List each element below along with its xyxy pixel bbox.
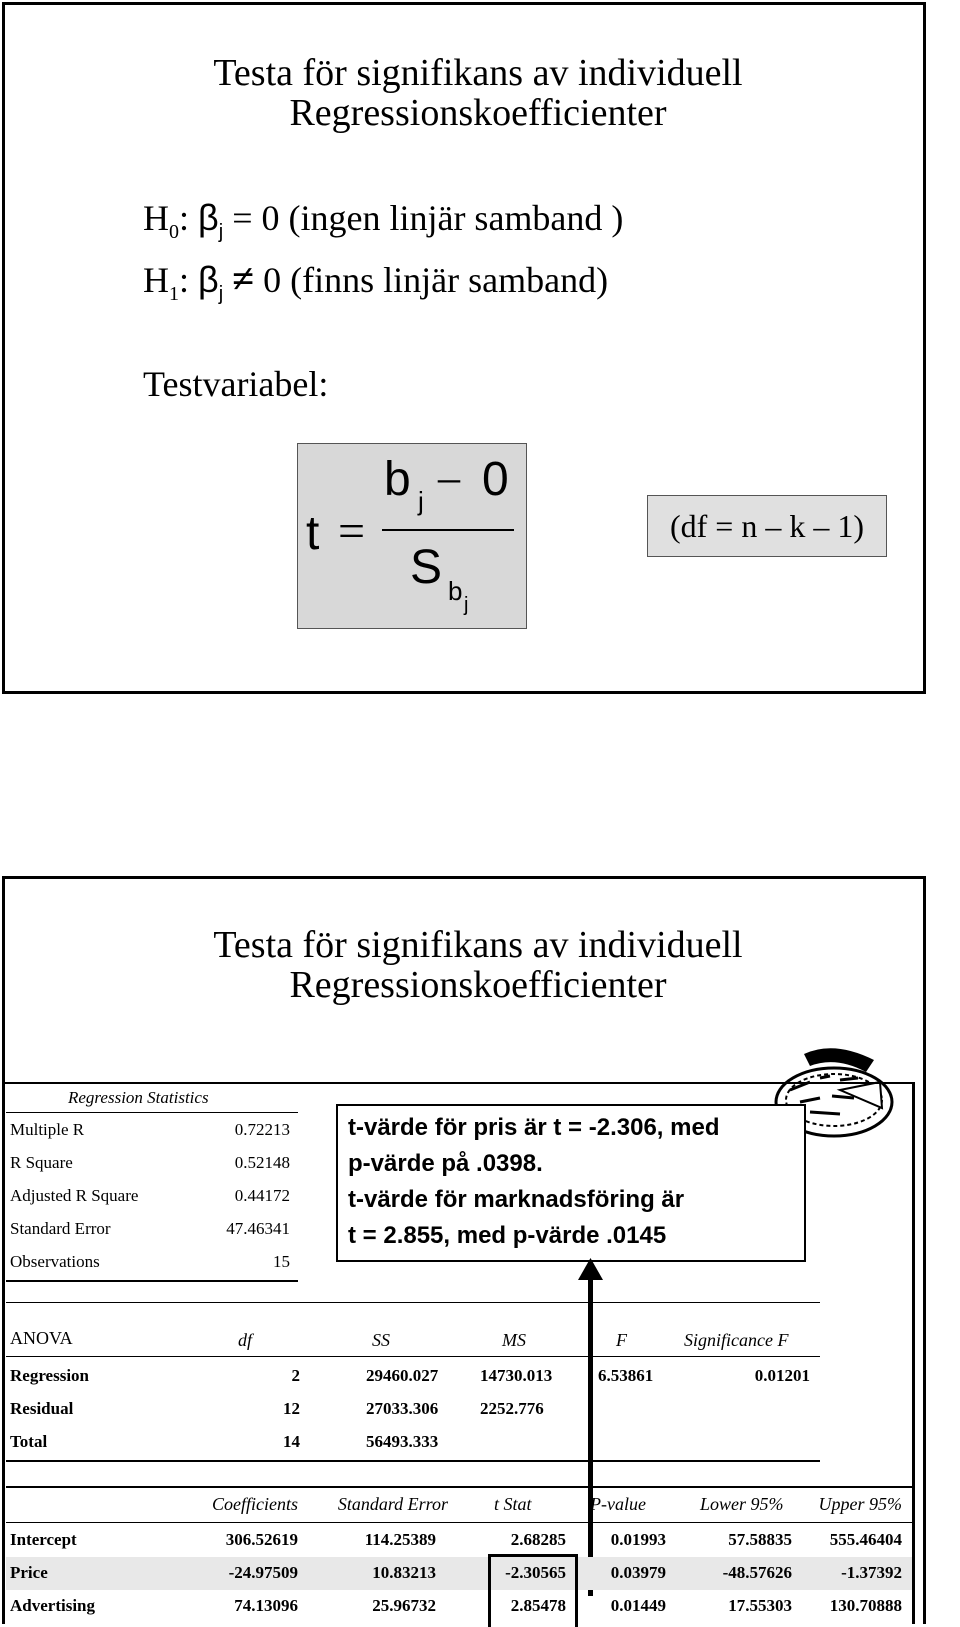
reg-stats-rule-top <box>6 1112 298 1113</box>
reg-stat-row: Adjusted R Square 0.44172 <box>10 1186 290 1205</box>
formula-zero: 0 <box>482 453 509 506</box>
coef-row: Intercept 306.52619 114.25389 2.68285 0.01993 57.58835 555.46404 <box>10 1530 902 1549</box>
callout-line-3: t-värde för marknadsföring är <box>348 1186 685 1213</box>
coef-header-row <box>0 1494 912 1522</box>
coef-header: t Stat <box>494 1494 532 1514</box>
coef-header: P-value <box>590 1494 646 1514</box>
coef-header: Upper 95% <box>818 1494 902 1514</box>
slide-1-title-line-1: Testa för signifikans av individuell <box>213 52 743 94</box>
anova-header: ANOVA <box>10 1328 73 1348</box>
anova-rule-bottom <box>6 1460 820 1462</box>
reg-stat-row: Standard Error 47.46341 <box>10 1219 290 1238</box>
reg-stat-row: R Square 0.52148 <box>10 1153 290 1172</box>
slide-2-title-line-1: Testa för signifikans av individuell <box>213 924 743 966</box>
null-hypothesis: $H_0$: $\beta_j = 0$ (ingen linjär samband ) <box>143 197 624 244</box>
reg-stat-row: Observations 15 <box>10 1252 290 1271</box>
coef-rule-top <box>6 1486 912 1488</box>
anova-header: Significance F <box>684 1330 789 1350</box>
formula-s-subsub: j <box>464 594 469 616</box>
anova-row: Regression 2 29460.027 14730.013 6.53861 0.01201 <box>10 1366 810 1385</box>
slide-2-title-line-2: Regressionskoefficienter <box>289 964 667 1006</box>
slide-1-title <box>5 53 951 133</box>
coef-row: Price -24.97509 10.83213 -2.30565 0.03979 -48.57626 -1.37392 <box>10 1563 902 1582</box>
t-formula-box <box>297 443 527 629</box>
formula-equals: = <box>338 505 366 558</box>
slide-2-right-frame <box>912 1082 915 1624</box>
testvariabel-label: Testvariabel: <box>143 364 329 404</box>
formula-s: S <box>410 541 443 594</box>
coef-header: Coefficients <box>212 1494 298 1514</box>
slide-1-title-line-2: Regressionskoefficienter <box>289 92 667 134</box>
regression-statistics-heading: Regression Statistics <box>68 1088 209 1107</box>
anova-rule-header <box>6 1356 820 1357</box>
formula-t: t <box>306 507 320 560</box>
slide-2-frame-top <box>2 1082 912 1084</box>
anova-row: Residual 12 27033.306 2252.776 <box>10 1399 544 1418</box>
alternative-hypothesis: $H_1$: $\beta_j \ne 0$ (finns linjär samband) <box>143 256 609 306</box>
reg-stats-rule-bottom <box>6 1280 298 1282</box>
formula-b-sub: j <box>418 486 424 516</box>
coef-row: Advertising 74.13096 25.96732 2.85478 0.01449 17.55303 130.70888 <box>10 1596 902 1615</box>
slide-1 <box>2 2 926 694</box>
coef-rule-header <box>6 1522 912 1523</box>
t-value-callout <box>336 1104 806 1262</box>
callout-line-1: t-värde för pris är t = -2.306, med <box>348 1114 720 1141</box>
anova-header-row <box>0 1328 820 1356</box>
formula-s-sub: b <box>448 576 463 606</box>
reg-stat-row: Multiple R 0.72213 <box>10 1120 290 1139</box>
regression-statistics-table <box>10 1114 298 1279</box>
t-stat-highlight-box <box>488 1554 578 1627</box>
degrees-of-freedom-box: (df = n – k – 1) <box>647 495 887 557</box>
anova-header: SS <box>372 1330 390 1350</box>
anova-header: df <box>238 1330 253 1350</box>
slide-2-title <box>5 925 951 1005</box>
formula-b: b <box>384 453 411 506</box>
anova-header: F <box>616 1330 627 1350</box>
coef-header: Lower 95% <box>700 1494 784 1514</box>
callout-line-4: t = 2.855, med p-värde .0145 <box>348 1222 667 1249</box>
formula-minus: – <box>438 453 460 502</box>
anova-header: MS <box>502 1330 526 1350</box>
anova-row: Total 14 56493.333 <box>10 1432 439 1451</box>
arrow-head-icon <box>578 1258 603 1280</box>
fraction-bar <box>382 529 514 531</box>
anova-rule-top <box>6 1302 820 1303</box>
coef-header: Standard Error <box>337 1494 448 1514</box>
callout-line-2: p-värde på .0398. <box>348 1150 543 1177</box>
